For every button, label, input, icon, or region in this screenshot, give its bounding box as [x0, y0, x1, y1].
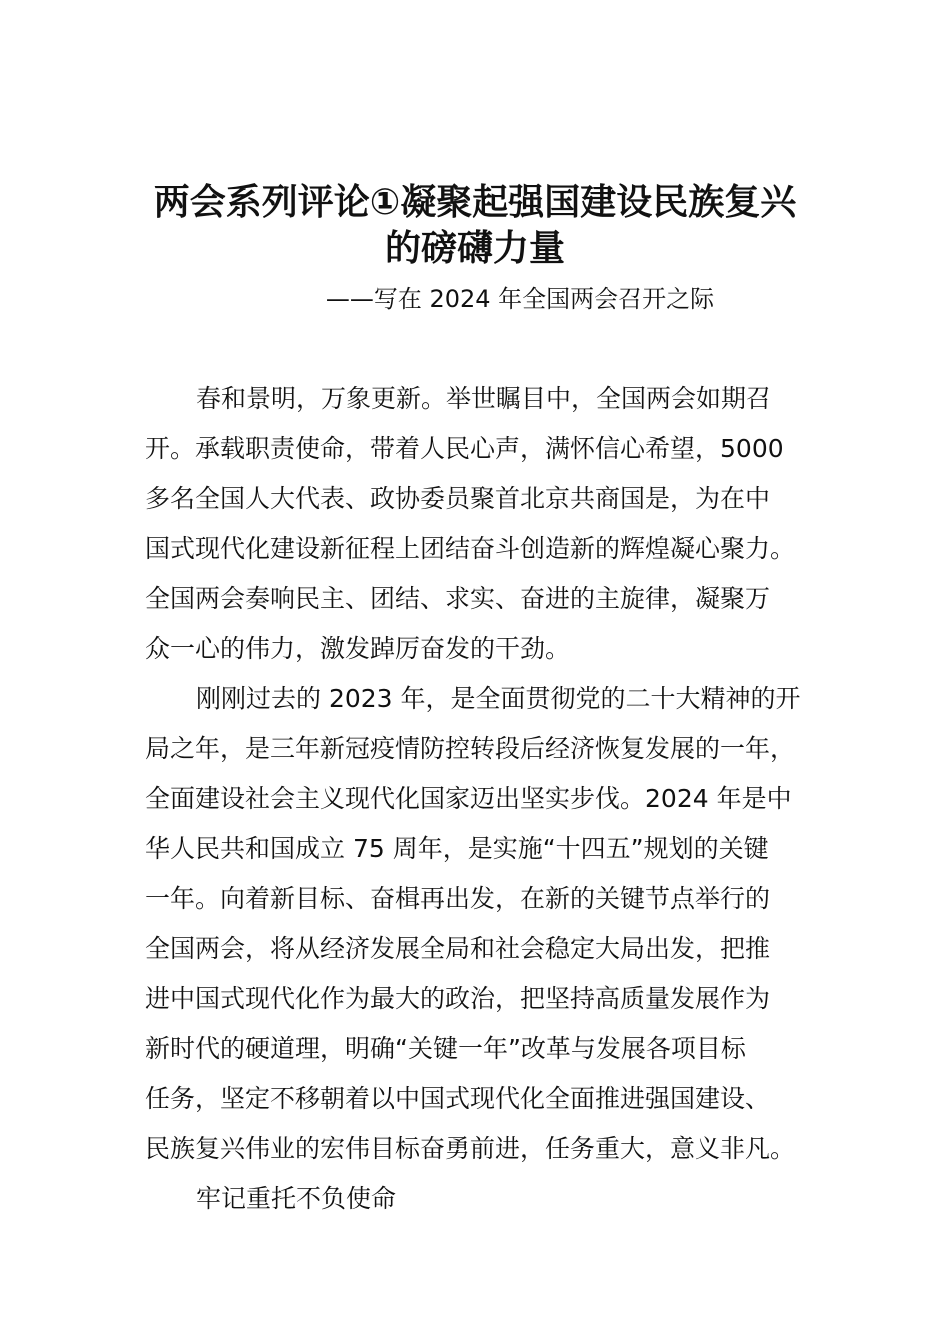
document-title-line-2: 的磅礴力量	[384, 228, 565, 269]
paragraph-1-line-4: 国式现代化建设新征程上团结奋斗创造新的辉煌凝心聚力。	[145, 534, 796, 563]
paragraph-2-line-6: 全国两会，将从经济发展全局和社会稳定大局出发，把推	[145, 934, 771, 963]
section-heading: 牢记重托不负使命	[196, 1184, 397, 1213]
paragraph-1-line-3: 多名全国人大代表、政协委员聚首北京共商国是，为在中	[145, 484, 771, 513]
document-title-line-1: 两会系列评论①凝聚起强国建设民族复兴	[153, 182, 797, 223]
paragraph-1-line-2: 开。承载职责使命，带着人民心声，满怀信心希望，5000	[145, 434, 784, 463]
paragraph-2-line-7: 进中国式现代化作为最大的政治，把坚持高质量发展作为	[145, 984, 771, 1013]
document-subtitle: ——写在 2024 年全国两会召开之际	[325, 285, 715, 313]
paragraph-2-line-4: 华人民共和国成立 75 周年，是实施“十四五”规划的关键	[145, 834, 769, 863]
paragraph-1-line-5: 全国两会奏响民主、团结、求实、奋进的主旋律，凝聚万	[145, 584, 771, 613]
paragraph-1-line-6: 众一心的伟力，激发踔厉奋发的干劲。	[145, 634, 571, 663]
paragraph-1-line-1: 春和景明，万象更新。举世瞩目中，全国两会如期召	[196, 384, 772, 413]
paragraph-2-line-10: 民族复兴伟业的宏伟目标奋勇前进，任务重大，意义非凡。	[145, 1134, 796, 1163]
paragraph-2-line-3: 全面建设社会主义现代化国家迈出坚实步伐。2024 年是中	[145, 784, 792, 813]
paragraph-2-line-8: 新时代的硬道理，明确“关键一年”改革与发展各项目标	[145, 1034, 746, 1063]
paragraph-2-line-5: 一年。向着新目标、奋楫再出发，在新的关键节点举行的	[145, 884, 771, 913]
paragraph-2-line-2: 局之年，是三年新冠疫情防控转段后经济恢复发展的一年，	[145, 734, 796, 763]
paragraph-2-line-9: 任务，坚定不移朝着以中国式现代化全面推进强国建设、	[145, 1084, 771, 1113]
paragraph-2-line-1: 刚刚过去的 2023 年，是全面贯彻党的二十大精神的开	[196, 684, 801, 713]
